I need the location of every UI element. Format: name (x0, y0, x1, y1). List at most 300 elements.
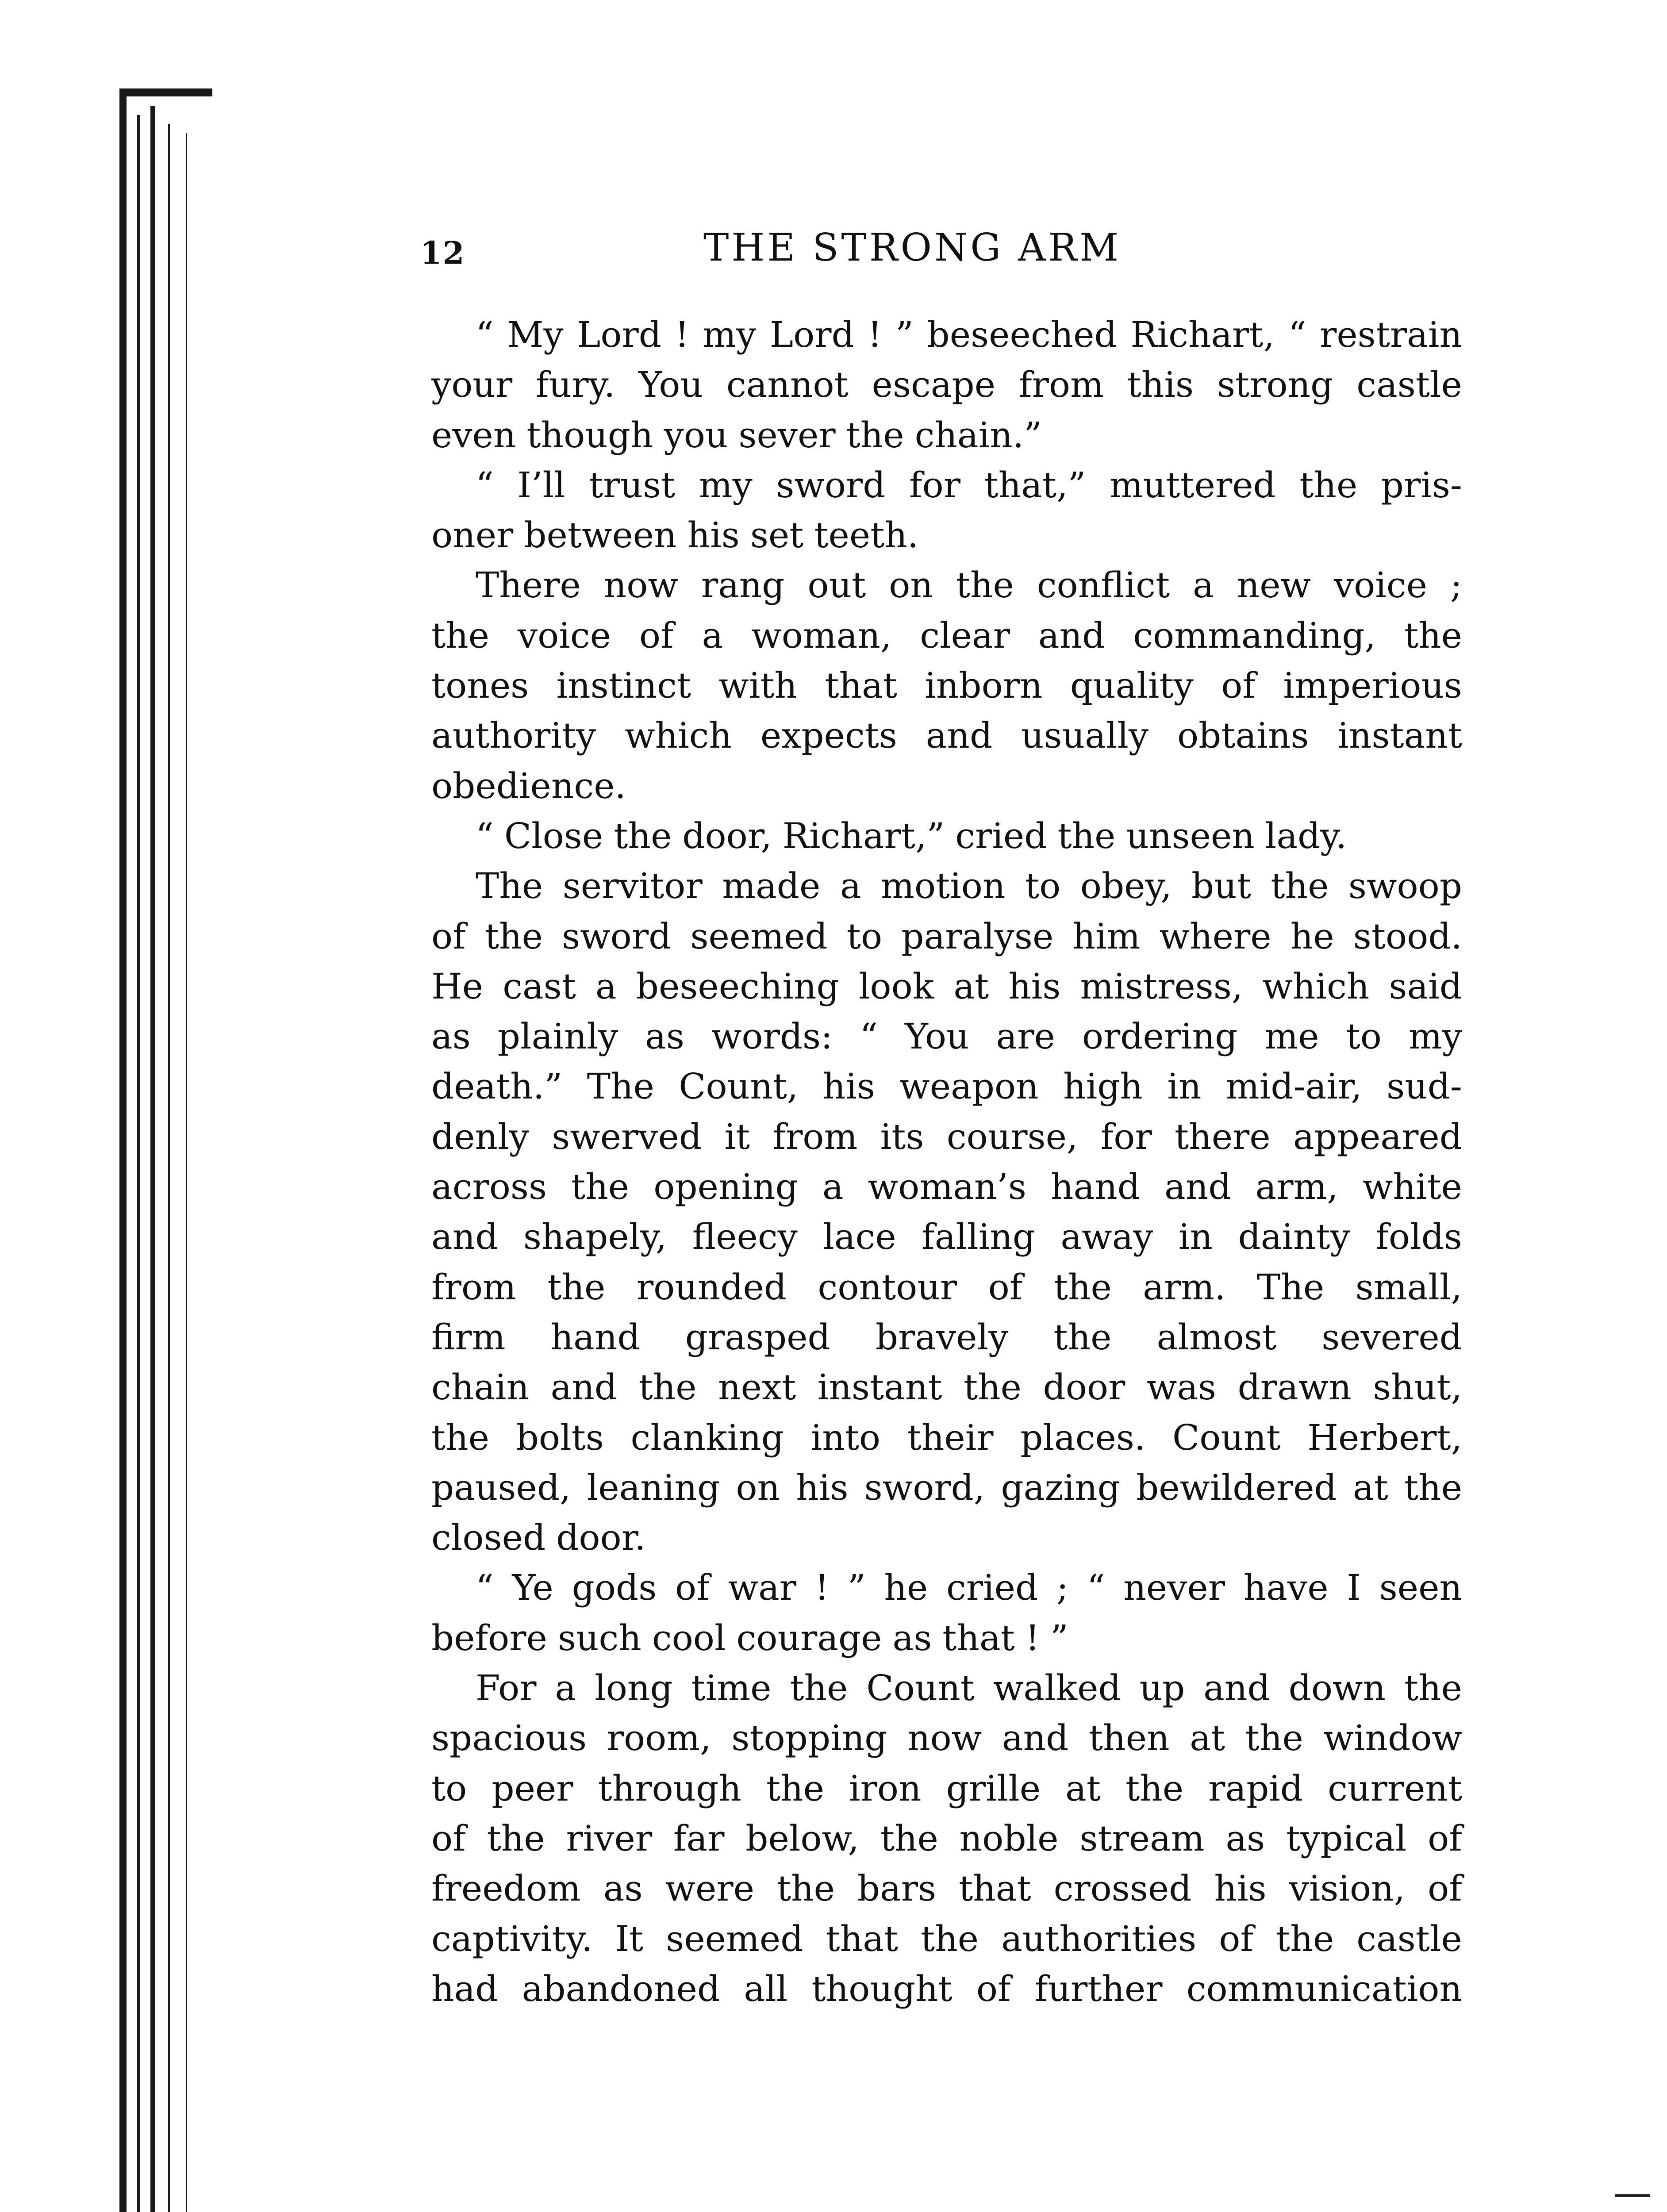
word: Richart, (1130, 314, 1275, 355)
word: to (1025, 865, 1061, 907)
word: The (1257, 1266, 1325, 1308)
word: for (909, 464, 961, 506)
word: beseeching (636, 965, 839, 1007)
word: dainty (1238, 1216, 1350, 1258)
gutter-top-rule (119, 88, 212, 96)
word: of (639, 614, 674, 656)
word: bolts (516, 1417, 604, 1458)
word: as (892, 1617, 932, 1659)
word: “ (476, 815, 494, 856)
word: said (1389, 965, 1462, 1007)
word: a (702, 614, 723, 656)
text-line (431, 1663, 1462, 1713)
word: gazing (1001, 1467, 1120, 1508)
word: him (1072, 915, 1141, 957)
word: grille (946, 1767, 1041, 1809)
word: of (675, 1567, 710, 1609)
word: bars (857, 1868, 937, 1909)
text-line (431, 1563, 1462, 1613)
word: instant (1337, 715, 1462, 757)
word: the (638, 1367, 697, 1408)
gutter-rule (119, 88, 127, 2212)
word: even (431, 414, 516, 456)
word: falling (922, 1216, 1035, 1258)
word: up (1139, 1667, 1185, 1709)
word: mistress, (1080, 965, 1243, 1007)
word: plainly (497, 1016, 618, 1057)
word: ! (814, 1567, 829, 1609)
word: sword (562, 915, 672, 957)
body-text (431, 310, 1462, 2014)
word: instinct (556, 665, 691, 707)
word: shapely, (523, 1216, 667, 1258)
word: he (884, 1567, 928, 1609)
text-line (431, 1763, 1462, 1813)
word: hand (550, 1316, 640, 1358)
word: noble (959, 1817, 1059, 1859)
word: Lord (577, 314, 661, 355)
text-line (431, 761, 1462, 811)
binding-gutter (119, 88, 217, 2212)
word: and (1038, 614, 1105, 656)
word: authority (431, 715, 596, 757)
text-line (431, 510, 1462, 560)
word: room, (607, 1717, 711, 1759)
word: teeth. (814, 515, 919, 556)
word: folds (1375, 1216, 1462, 1258)
word: Richart,” (782, 815, 945, 856)
word: commanding, (1133, 614, 1376, 656)
word: He (431, 965, 484, 1007)
word: weapon (899, 1066, 1039, 1107)
word: the (431, 614, 490, 656)
word: of (1428, 1817, 1462, 1859)
word: the (776, 1868, 835, 1909)
word: of (431, 915, 466, 957)
word: look (858, 965, 934, 1007)
word: grasped (685, 1316, 830, 1358)
text-line (431, 1011, 1462, 1061)
word: have (1243, 1567, 1329, 1609)
word: contour (818, 1266, 957, 1308)
text-line (431, 560, 1462, 610)
word: that (826, 1918, 899, 1959)
word: There (476, 565, 581, 606)
word: almost (1156, 1316, 1277, 1358)
word: all (744, 1968, 788, 2009)
word: from (772, 1116, 858, 1157)
text-line (431, 1112, 1462, 1162)
word: ! (1025, 1617, 1040, 1659)
word: across (431, 1166, 547, 1208)
word: typical (1286, 1817, 1407, 1859)
word: stood. (1353, 915, 1462, 957)
word: and (550, 1367, 618, 1408)
text-line (431, 1061, 1462, 1111)
word: out (807, 565, 866, 606)
word: obedience. (431, 765, 626, 806)
word: now (907, 1717, 982, 1759)
word: rang (701, 565, 785, 606)
word: mid-air, (1225, 1066, 1362, 1107)
word: For (476, 1667, 537, 1709)
word: river (566, 1817, 653, 1859)
word: and (1164, 1166, 1231, 1208)
word: and (1203, 1667, 1270, 1709)
word: the (547, 1266, 606, 1308)
word: stream (1079, 1817, 1205, 1859)
word: ” (895, 314, 914, 355)
word: but (1191, 865, 1251, 907)
gutter-rule (150, 106, 155, 2212)
word: ! (675, 314, 689, 355)
word: appeared (1293, 1116, 1462, 1157)
word: abandoned (522, 1968, 720, 2009)
word: there (1175, 1116, 1271, 1157)
word: authorities (1001, 1918, 1197, 1959)
word: for (1100, 1116, 1152, 1157)
word: as (603, 1868, 643, 1909)
word: paralyse (901, 915, 1054, 957)
word: voice (1333, 565, 1428, 606)
word: window (1323, 1717, 1462, 1759)
word: cool (652, 1617, 726, 1659)
word: crossed (1053, 1868, 1192, 1909)
word: spacious (431, 1717, 587, 1759)
word: as (645, 1016, 684, 1057)
word: sever (738, 414, 836, 456)
word: away (1060, 1216, 1153, 1258)
word: clear (920, 614, 1010, 656)
word: your (431, 364, 513, 406)
word: a (555, 1667, 576, 1709)
word: door, (682, 815, 772, 856)
word: the (846, 414, 904, 456)
text-line (431, 1463, 1462, 1513)
text-line (431, 1513, 1462, 1563)
word: lady. (1265, 815, 1347, 856)
word: my (699, 464, 753, 506)
word: time (691, 1667, 772, 1709)
word: vision, (1289, 1868, 1406, 1909)
word: arm, (1255, 1166, 1338, 1208)
word: where (1159, 915, 1271, 957)
word: iron (849, 1767, 922, 1809)
word: seen (1379, 1567, 1462, 1609)
word: ” (847, 1567, 866, 1609)
word: the (1053, 1316, 1112, 1358)
word: from (1018, 364, 1104, 406)
word: pris- (1381, 464, 1462, 506)
word: closed (431, 1517, 546, 1559)
word: rapid (1208, 1767, 1303, 1809)
word: of (1221, 665, 1256, 707)
word: the (614, 815, 672, 856)
text-line (431, 961, 1462, 1011)
word: through (598, 1767, 741, 1809)
word: me (1264, 1016, 1319, 1057)
word: as (431, 1016, 471, 1057)
word: peer (492, 1767, 573, 1809)
word: as (1225, 1817, 1265, 1859)
word: servitor (562, 865, 703, 907)
word: I’ll (517, 464, 565, 506)
word: usually (1021, 715, 1149, 757)
word: the (1276, 1918, 1334, 1959)
word: his (1008, 965, 1061, 1007)
word: The (476, 865, 543, 907)
word: of (1428, 1868, 1462, 1909)
word: that,” (984, 464, 1086, 506)
word: walked (993, 1667, 1121, 1709)
word: his (796, 1467, 849, 1508)
word: My (507, 314, 564, 355)
text-line (431, 1212, 1462, 1262)
word: course, (946, 1116, 1078, 1157)
word: It (615, 1918, 644, 1959)
word: now (603, 565, 678, 606)
word: “ (476, 464, 494, 506)
text-line (431, 1162, 1462, 1212)
text-line (431, 310, 1462, 360)
text-line (431, 1914, 1462, 1964)
gutter-rule (137, 115, 140, 2212)
word: the (431, 1417, 490, 1458)
word: never (1123, 1567, 1225, 1609)
word: cried (946, 1567, 1038, 1609)
word: my (703, 314, 757, 355)
word: castle (1356, 1918, 1462, 1959)
word: trust (589, 464, 676, 506)
word: far (673, 1817, 725, 1859)
text-line (431, 661, 1462, 710)
word: hand (1050, 1166, 1140, 1208)
word: stopping (731, 1717, 887, 1759)
word: his (1214, 1868, 1267, 1909)
word: bravely (875, 1316, 1009, 1358)
word: the (1404, 1467, 1462, 1508)
word: are (996, 1016, 1055, 1057)
word: bewildered (1136, 1467, 1337, 1508)
word: shut, (1373, 1367, 1462, 1408)
word: places. (1020, 1417, 1146, 1458)
word: instant (817, 1367, 942, 1408)
word: had (431, 1968, 498, 2009)
word: sword (776, 464, 886, 506)
word: next (718, 1367, 796, 1408)
word: fury. (536, 364, 615, 406)
word: and (926, 715, 993, 757)
word: leaning (587, 1467, 720, 1508)
word: obey, (1080, 865, 1172, 907)
word: of (1219, 1918, 1254, 1959)
text-line (431, 1813, 1462, 1863)
word: at (953, 965, 989, 1007)
word: freedom (431, 1868, 581, 1909)
text-line (431, 1863, 1462, 1913)
word: made (722, 865, 821, 907)
word: the (1271, 865, 1329, 907)
word: a (1193, 565, 1214, 606)
word: you (664, 414, 728, 456)
word: ; (1450, 565, 1462, 606)
word: the (1053, 1266, 1112, 1308)
word: Count, (679, 1066, 799, 1107)
text-line (431, 811, 1462, 861)
word: which (1262, 965, 1370, 1007)
word: I (1347, 1567, 1361, 1609)
text-line (431, 1312, 1462, 1362)
word: a (822, 1166, 844, 1208)
word: were (665, 1868, 754, 1909)
word: Count (1172, 1417, 1281, 1458)
word: You (638, 364, 703, 406)
word: muttered (1109, 464, 1276, 506)
word: clanking (630, 1417, 784, 1458)
text-line (431, 1713, 1462, 1763)
word: restrain (1320, 314, 1462, 355)
word: to (846, 915, 883, 957)
text-line (431, 1262, 1462, 1312)
word: a (595, 965, 617, 1007)
word: denly (431, 1116, 529, 1157)
word: the (766, 1767, 824, 1809)
word: firm (431, 1316, 506, 1358)
word: communication (1186, 1968, 1462, 2009)
word: expects (760, 715, 897, 757)
word: ! (868, 314, 882, 355)
word: before (431, 1617, 547, 1659)
word: war (728, 1567, 797, 1609)
word: the (790, 1667, 848, 1709)
word: oner (431, 515, 514, 556)
word: lace (823, 1216, 896, 1258)
word: swerved (552, 1116, 702, 1157)
word: the (921, 1918, 979, 1959)
word: set (750, 515, 804, 556)
word: the (1404, 614, 1462, 656)
word: Lord (769, 314, 854, 355)
word: words: (711, 1016, 833, 1057)
word: on (889, 565, 933, 606)
word: Close (504, 815, 603, 856)
text-line (431, 1362, 1462, 1412)
word: the (487, 1817, 545, 1859)
word: beseeched (927, 314, 1117, 355)
word: unseen (1126, 815, 1255, 856)
word: though (526, 414, 653, 456)
word: cannot (726, 364, 849, 406)
page-number: 12 (420, 234, 465, 271)
word: obtains (1177, 715, 1309, 757)
page-header (420, 221, 1491, 283)
word: Ye (512, 1567, 553, 1609)
word: chain (431, 1367, 530, 1408)
word: rounded (636, 1266, 787, 1308)
gutter-rule (168, 124, 170, 2212)
word: then (1089, 1717, 1170, 1759)
word: castle (1356, 364, 1462, 406)
word: “ (1288, 314, 1306, 355)
word: courage (736, 1617, 882, 1659)
word: quality (1070, 665, 1194, 707)
word: long (595, 1667, 673, 1709)
word: You (904, 1016, 969, 1057)
word: white (1362, 1166, 1462, 1208)
word: woman’s (868, 1166, 1026, 1208)
word: drawn (1237, 1367, 1352, 1408)
word: that (959, 1868, 1031, 1909)
word: its (880, 1116, 924, 1157)
word: of (431, 1817, 466, 1859)
word: my (1408, 1016, 1462, 1057)
word: swoop (1348, 865, 1462, 907)
word: which (625, 715, 732, 757)
word: from (431, 1266, 516, 1308)
word: cast (503, 965, 576, 1007)
text-line (431, 911, 1462, 961)
word: The (587, 1066, 654, 1107)
word: that (825, 665, 897, 707)
word: that (942, 1617, 1015, 1659)
word: ordering (1082, 1016, 1238, 1057)
word: at (1190, 1717, 1225, 1759)
word: strong (1217, 364, 1333, 406)
word: was (1146, 1367, 1217, 1408)
text-line (431, 1613, 1462, 1663)
word: the (484, 915, 543, 957)
text-line (431, 861, 1462, 911)
word: “ (476, 314, 494, 355)
word: the (1299, 464, 1358, 506)
word: to (431, 1767, 467, 1809)
word: sword, (864, 1467, 985, 1508)
word: it (724, 1116, 750, 1157)
word: this (1127, 364, 1194, 406)
text-line (431, 1413, 1462, 1463)
text-line (431, 460, 1462, 510)
word: imperious (1283, 665, 1462, 707)
word: and (431, 1216, 498, 1258)
word: at (1065, 1767, 1101, 1809)
word: ” (1050, 1617, 1068, 1659)
text-line (431, 710, 1462, 760)
word: in (1178, 1216, 1213, 1258)
word: new (1237, 565, 1311, 606)
word: captivity. (431, 1918, 593, 1959)
word: death.” (431, 1066, 563, 1107)
gutter-rule (186, 133, 187, 2212)
word: a (840, 865, 861, 907)
word: down (1288, 1667, 1386, 1709)
word: between (524, 515, 677, 556)
text-line (431, 1964, 1462, 2014)
word: Count (866, 1667, 975, 1709)
word: the (1125, 1767, 1184, 1809)
word: current (1328, 1767, 1462, 1809)
word: of (976, 1968, 1011, 2009)
word: the (1057, 815, 1116, 856)
word: “ (1087, 1567, 1105, 1609)
word: his (687, 515, 740, 556)
word: at (1352, 1467, 1388, 1508)
word: with (718, 665, 798, 707)
word: thought (811, 1968, 953, 2009)
word: the (964, 1367, 1022, 1408)
word: gods (572, 1567, 657, 1609)
word: “ (860, 1016, 878, 1057)
word: door (1043, 1367, 1125, 1408)
